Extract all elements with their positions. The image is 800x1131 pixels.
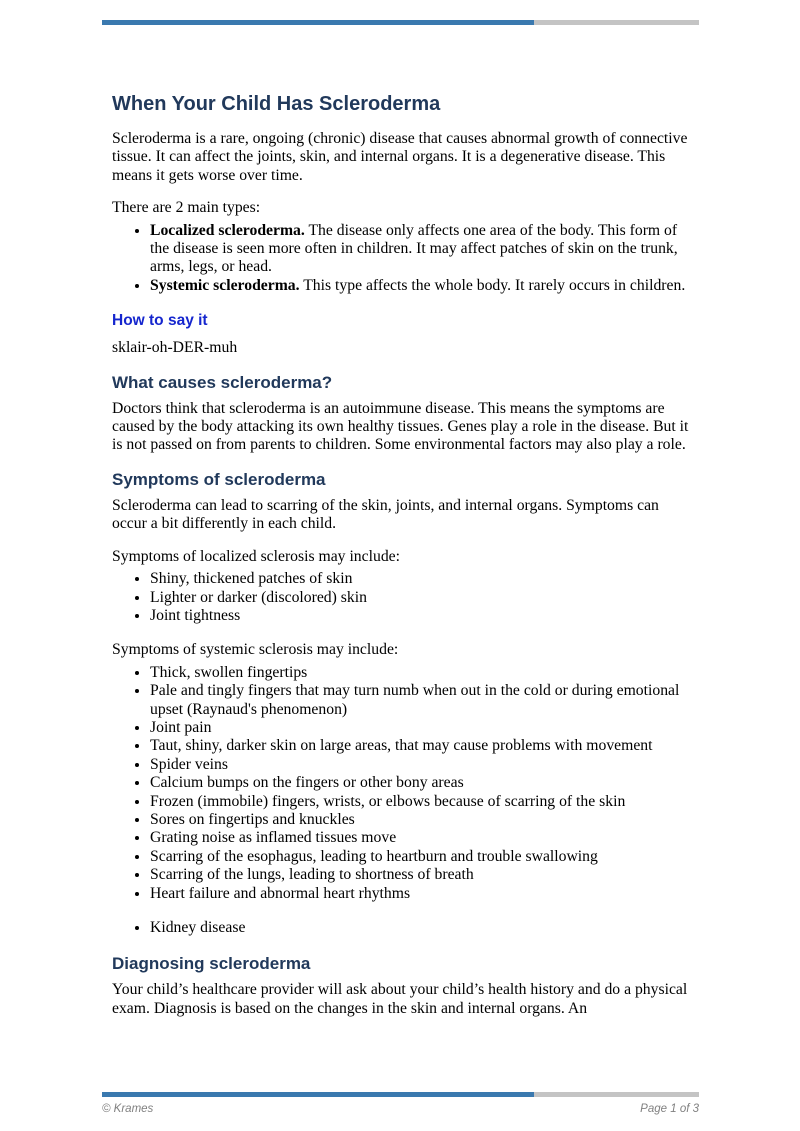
list-item: • Lighter or darker (discolored) skin xyxy=(150,589,690,607)
causes-paragraph: Doctors think that scleroderma is an autoimmune disease. This means the symptoms are caused by the body attacking its own healthy tissues. Genes play a role in the disease. But it is not passed on from parents to children. Some environmental factors may also play a role. xyxy=(112,399,689,454)
section-heading-causes: What causes scleroderma? xyxy=(112,372,333,392)
list-item: • Joint pain xyxy=(150,719,690,737)
intro-paragraph: Scleroderma is a rare, ongoing (chronic) disease that causes abnormal growth of connective tissue. It can affect the joints, skin, and internal organs. It is a degenerative disease. This means it gets worse over time. xyxy=(112,130,688,184)
pronunciation-text: sklair-oh-DER-muh xyxy=(112,339,238,357)
header-rule-gray-segment xyxy=(534,20,699,25)
list-item: • Shiny, thickened patches of skin xyxy=(150,570,690,588)
list-item: • Scarring of the lungs, leading to shortness of breath xyxy=(150,866,690,884)
list-item: • Scarring of the esophagus, leading to heartburn and trouble swallowing xyxy=(150,848,690,866)
types-list xyxy=(112,222,690,296)
list-item-text: The disease only affects one area of the body. This form of the disease is seen more often in children. It may affect patches of skin on the trunk, arms, legs, or head. xyxy=(150,221,678,276)
symptoms-paragraph: Scleroderma can lead to scarring of the skin, joints, and internal organs. Symptoms can occur a bit differently in each child. xyxy=(112,496,659,533)
footer-text-row xyxy=(102,1097,699,1115)
localized-symptoms-list xyxy=(112,570,690,625)
list-item: • Grating noise as inflamed tissues move xyxy=(150,829,690,847)
list-item: • Taut, shiny, darker skin on large areas, that may cause problems with movement xyxy=(150,737,690,755)
systemic-symptoms-list xyxy=(112,664,690,903)
list-item: • Thick, swollen fingertips xyxy=(150,664,690,682)
section-heading-diagnosing: Diagnosing scleroderma xyxy=(112,954,311,974)
list-item: • Frozen (immobile) fingers, wrists, or elbows because of scarring of the skin xyxy=(150,793,690,811)
list-item-text: This type affects the whole body. It rarely occurs in children. xyxy=(299,276,686,294)
types-intro: There are 2 main types: xyxy=(112,199,261,217)
section-heading-how-to-say-it: How to say it xyxy=(112,312,208,330)
list-item-lead: Systemic scleroderma. xyxy=(150,276,300,294)
list-item: • Pale and tingly fingers that may turn numb when out in the cold or during emotional upset (Raynaud's phenomenon) xyxy=(150,682,690,719)
footer-rule-gray-segment xyxy=(534,1092,699,1097)
list-item: • Heart failure and abnormal heart rhythms xyxy=(150,885,690,903)
page-footer xyxy=(102,1092,699,1115)
localized-symptoms-intro: Symptoms of localized sclerosis may include: xyxy=(112,547,400,565)
list-item: • Calcium bumps on the fingers or other bony areas xyxy=(150,774,690,792)
list-item: • Sores on fingertips and knuckles xyxy=(150,811,690,829)
footer-rule-blue-segment xyxy=(102,1092,534,1097)
list-item xyxy=(150,222,690,277)
systemic-symptoms-extra-list xyxy=(112,919,690,937)
diagnosing-paragraph: Your child’s healthcare provider will ask about your child’s health history and do a physical exam. Diagnosis is based on the changes in the skin and internal organs. An xyxy=(112,981,688,1017)
systemic-symptoms-intro: Symptoms of systemic sclerosis may include: xyxy=(112,641,399,659)
list-item xyxy=(150,277,690,295)
page-title: When Your Child Has Scleroderma xyxy=(112,93,441,115)
header-rule-blue-segment xyxy=(102,20,534,25)
list-item: • Spider veins xyxy=(150,756,690,774)
document-content xyxy=(112,92,690,1032)
section-heading-symptoms: Symptoms of scleroderma xyxy=(112,469,326,489)
copyright-text: © Krames xyxy=(102,1103,154,1115)
list-item: • Kidney disease xyxy=(150,919,690,937)
footer-rule xyxy=(102,1092,699,1097)
header-rule xyxy=(102,20,699,25)
page-number: Page 1 of 3 xyxy=(640,1103,699,1115)
list-item-lead: Localized scleroderma. xyxy=(150,221,305,239)
list-item: • Joint tightness xyxy=(150,607,690,625)
